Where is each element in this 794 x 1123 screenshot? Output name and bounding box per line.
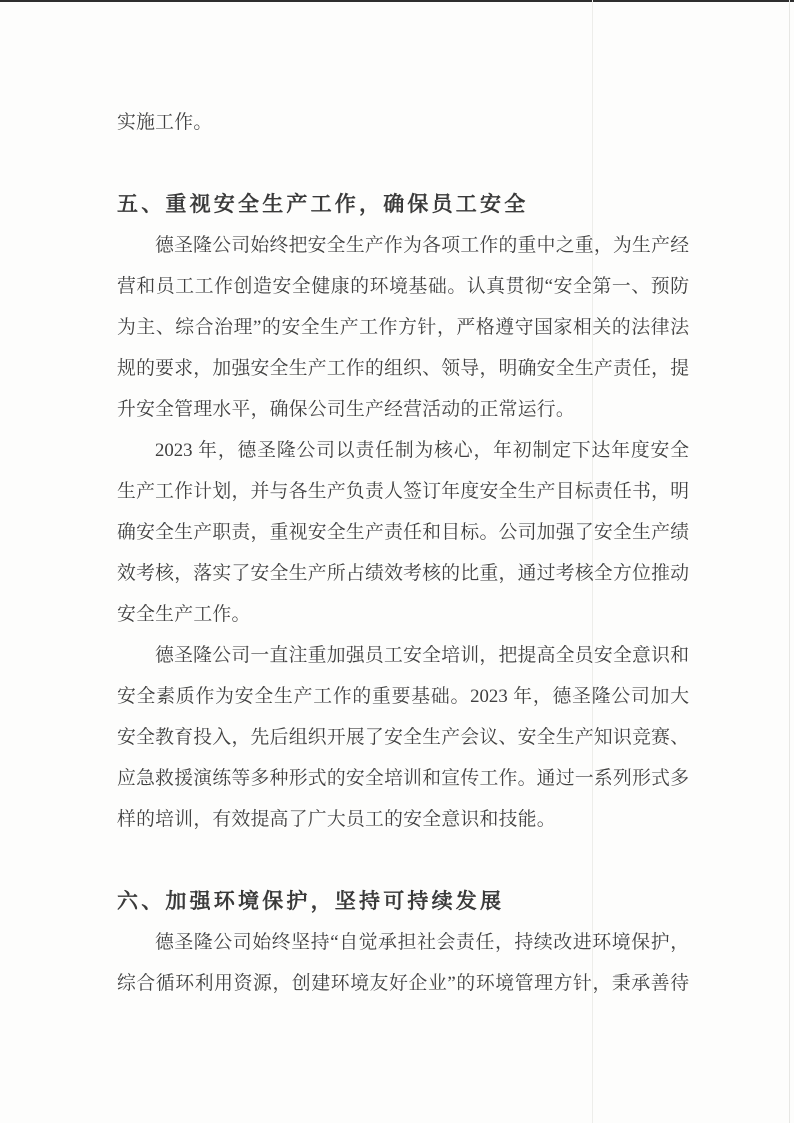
text-line: 升安全管理水平，确保公司生产经营活动的正常运行。 [117,399,575,420]
line-gap [117,840,689,881]
text-line: 效考核，落实了安全生产所占绩效考核的比重，通过考核全方位推动 [117,563,689,584]
text-line: 营和员工工作创造安全健康的环境基础。认真贯彻“安全第一、预防 [117,276,689,297]
text-line: 样的培训，有效提高了广大员工的安全意识和技能。 [117,809,556,830]
section-heading: 五、重视安全生产工作，确保员工安全 [117,192,529,216]
text-line: 综合循环利用资源，创建环境友好企业”的环境管理方针，秉承善待 [117,973,689,994]
text-line: 应急救援演练等多种形式的安全培训和宣传工作。通过一系列形式多 [117,768,689,789]
text-line: 为主、综合治理”的安全生产工作方针，严格遵守国家相关的法律法 [117,317,689,338]
section-heading: 六、加强环境保护，坚持可持续发展 [117,889,505,913]
text-line: 实施工作。 [117,112,213,133]
text-line: 生产工作计划，并与各生产负责人签订年度安全生产目标责任书，明 [117,481,689,502]
text-line: 安全生产工作。 [117,604,251,625]
line-gap [117,143,689,184]
text-line: 安全素质作为安全生产工作的重要基础。2023 年，德圣隆公司加大 [117,686,689,707]
scan-page-edge-line [789,0,790,1123]
text-line: 2023 年，德圣隆公司以责任制为核心，年初制定下达年度安全 [155,440,689,461]
text-line: 德圣隆公司始终把安全生产作为各项工作的重中之重，为生产经 [155,235,689,256]
text-line: 规的要求，加强安全生产工作的组织、领导，明确安全生产责任，提 [117,358,689,379]
scan-top-edge-artifact [0,0,794,2]
text-line: 德圣隆公司始终坚持“自觉承担社会责任，持续改进环境保护， [155,932,689,953]
text-line: 确安全生产职责，重视安全生产责任和目标。公司加强了安全生产绩 [117,522,689,543]
text-column [117,102,689,1004]
text-line: 德圣隆公司一直注重加强员工安全培训，把提高全员安全意识和 [155,645,689,666]
text-line: 安全教育投入，先后组织开展了安全生产会议、安全生产知识竞赛、 [117,727,689,748]
